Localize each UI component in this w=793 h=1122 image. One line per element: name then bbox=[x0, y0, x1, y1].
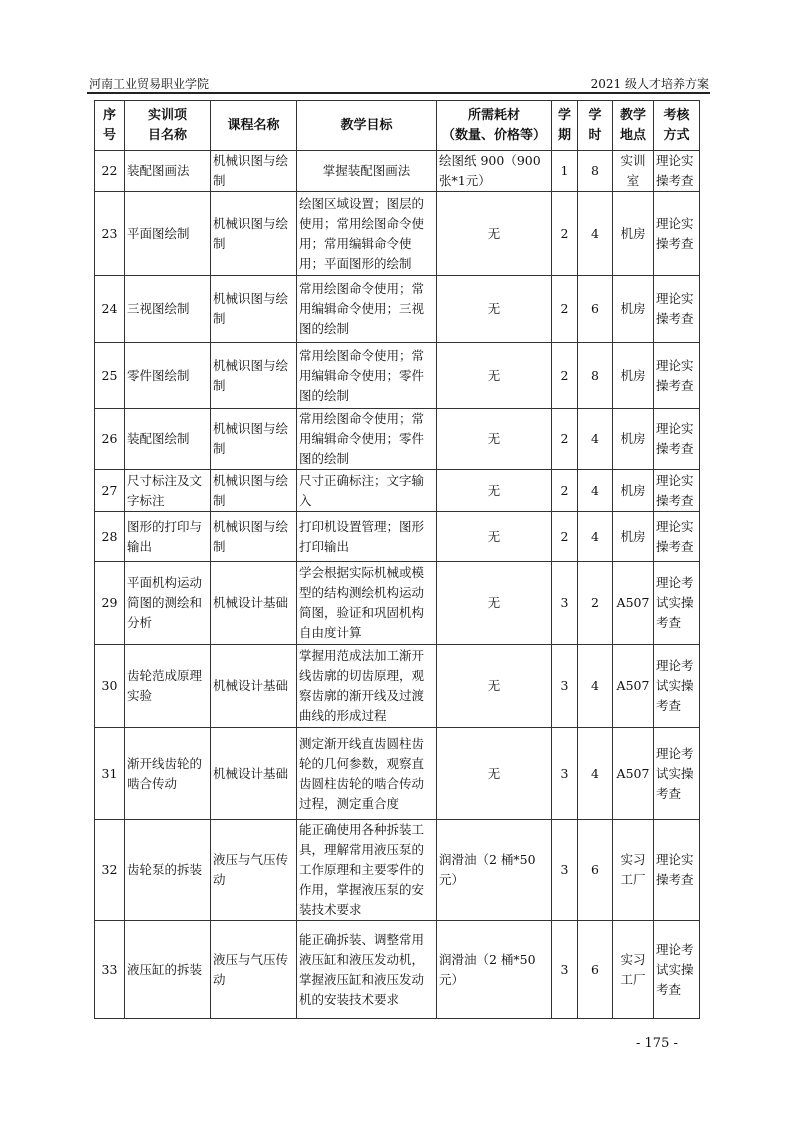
cell-hours: 8 bbox=[578, 343, 613, 409]
header-rule bbox=[87, 92, 710, 94]
cell-assessment: 理论实操考查 bbox=[654, 192, 700, 276]
cell-teaching-goal: 测定渐开线直齿圆柱齿轮的几何参数，观察直齿圆柱齿轮的啮合传动过程，测定重合度 bbox=[297, 728, 437, 820]
cell-row-number: 33 bbox=[95, 921, 125, 1019]
cell-location: A507 bbox=[613, 562, 654, 645]
cell-term: 2 bbox=[552, 343, 578, 409]
cell-assessment: 理论考试实操考查 bbox=[654, 645, 700, 728]
cell-term: 3 bbox=[552, 728, 578, 820]
cell-materials: 绘图纸 900（900张*1元） bbox=[437, 151, 552, 192]
cell-term: 3 bbox=[552, 921, 578, 1019]
cell-project-name: 尺寸标注及文字标注 bbox=[125, 470, 211, 512]
header-institution: 河南工业贸易职业学院 bbox=[89, 77, 210, 91]
cell-materials: 无 bbox=[437, 562, 552, 645]
cell-materials: 无 bbox=[437, 728, 552, 820]
cell-project-name: 平面图绘制 bbox=[125, 192, 211, 276]
cell-location: 实习工厂 bbox=[613, 921, 654, 1019]
cell-term: 3 bbox=[552, 820, 578, 921]
cell-teaching-goal: 打印机设置管理；图形打印输出 bbox=[297, 512, 437, 562]
cell-location: 机房 bbox=[613, 409, 654, 470]
cell-term: 2 bbox=[552, 470, 578, 512]
cell-project-name: 三视图绘制 bbox=[125, 276, 211, 343]
cell-course-name: 机械设计基础 bbox=[211, 645, 297, 728]
cell-materials: 润滑油（2 桶*50元） bbox=[437, 921, 552, 1019]
table-row bbox=[95, 151, 700, 192]
table-row bbox=[95, 562, 700, 645]
cell-row-number: 23 bbox=[95, 192, 125, 276]
cell-term: 2 bbox=[552, 512, 578, 562]
cell-teaching-goal: 绘图区域设置；图层的使用；常用绘图命令使用；常用编辑命令使用；平面图形的绘制 bbox=[297, 192, 437, 276]
cell-hours: 4 bbox=[578, 645, 613, 728]
col-header-project: 实训项 目名称 bbox=[125, 101, 211, 151]
cell-materials: 无 bbox=[437, 645, 552, 728]
cell-course-name: 液压与气压传动 bbox=[211, 820, 297, 921]
cell-teaching-goal: 能正确使用各种拆装工具，理解常用液压泵的工作原理和主要零件的作用，掌握液压泵的安装技术要求 bbox=[297, 820, 437, 921]
cell-course-name: 机械识图与绘制 bbox=[211, 343, 297, 409]
cell-row-number: 25 bbox=[95, 343, 125, 409]
cell-course-name: 机械设计基础 bbox=[211, 562, 297, 645]
cell-assessment: 理论实操考查 bbox=[654, 276, 700, 343]
table-row bbox=[95, 820, 700, 921]
cell-location: 机房 bbox=[613, 343, 654, 409]
cell-row-number: 32 bbox=[95, 820, 125, 921]
col-header-assessment: 考核 方式 bbox=[654, 101, 700, 151]
cell-teaching-goal: 掌握装配图画法 bbox=[297, 151, 437, 192]
page-number: - 175 - bbox=[636, 1036, 678, 1051]
table-row bbox=[95, 921, 700, 1019]
table-row bbox=[95, 470, 700, 512]
cell-hours: 4 bbox=[578, 512, 613, 562]
cell-location: 实习工厂 bbox=[613, 820, 654, 921]
cell-project-name: 装配图绘制 bbox=[125, 409, 211, 470]
cell-hours: 8 bbox=[578, 151, 613, 192]
cell-hours: 6 bbox=[578, 276, 613, 343]
cell-materials: 润滑油（2 桶*50元） bbox=[437, 820, 552, 921]
cell-course-name: 机械识图与绘制 bbox=[211, 409, 297, 470]
table-row bbox=[95, 409, 700, 470]
cell-row-number: 28 bbox=[95, 512, 125, 562]
cell-materials: 无 bbox=[437, 343, 552, 409]
cell-materials: 无 bbox=[437, 276, 552, 343]
cell-term: 2 bbox=[552, 276, 578, 343]
cell-location: A507 bbox=[613, 645, 654, 728]
col-header-materials: 所需耗材 （数量、价格等） bbox=[437, 101, 552, 151]
cell-project-name: 渐开线齿轮的啮合传动 bbox=[125, 728, 211, 820]
cell-hours: 6 bbox=[578, 921, 613, 1019]
cell-location: 机房 bbox=[613, 470, 654, 512]
table-row bbox=[95, 192, 700, 276]
cell-course-name: 机械识图与绘制 bbox=[211, 192, 297, 276]
cell-course-name: 机械识图与绘制 bbox=[211, 512, 297, 562]
cell-hours: 4 bbox=[578, 192, 613, 276]
cell-row-number: 31 bbox=[95, 728, 125, 820]
cell-teaching-goal: 常用绘图命令使用；常用编辑命令使用；三视图的绘制 bbox=[297, 276, 437, 343]
cell-teaching-goal: 学会根据实际机械或模型的结构测绘机构运动简图，验证和巩固机构自由度计算 bbox=[297, 562, 437, 645]
cell-course-name: 机械设计基础 bbox=[211, 728, 297, 820]
cell-course-name: 机械识图与绘制 bbox=[211, 276, 297, 343]
cell-project-name: 装配图画法 bbox=[125, 151, 211, 192]
table-row bbox=[95, 343, 700, 409]
cell-teaching-goal: 能正确拆装、调整常用液压缸和液压发动机，掌握液压缸和液压发动机的安装技术要求 bbox=[297, 921, 437, 1019]
cell-assessment: 理论实操考查 bbox=[654, 470, 700, 512]
cell-project-name: 零件图绘制 bbox=[125, 343, 211, 409]
col-header-term: 学 期 bbox=[552, 101, 578, 151]
cell-course-name: 液压与气压传动 bbox=[211, 921, 297, 1019]
cell-materials: 无 bbox=[437, 409, 552, 470]
cell-location: 机房 bbox=[613, 276, 654, 343]
cell-location: 机房 bbox=[613, 512, 654, 562]
col-header-goal: 教学目标 bbox=[297, 101, 437, 151]
col-header-no: 序 号 bbox=[95, 101, 125, 151]
table-row bbox=[95, 728, 700, 820]
cell-term: 3 bbox=[552, 562, 578, 645]
cell-project-name: 齿轮范成原理实验 bbox=[125, 645, 211, 728]
cell-assessment: 理论实操考查 bbox=[654, 512, 700, 562]
cell-term: 1 bbox=[552, 151, 578, 192]
cell-materials: 无 bbox=[437, 470, 552, 512]
cell-term: 2 bbox=[552, 192, 578, 276]
training-table bbox=[94, 100, 700, 1019]
cell-location: 机房 bbox=[613, 192, 654, 276]
cell-term: 2 bbox=[552, 409, 578, 470]
cell-materials: 无 bbox=[437, 512, 552, 562]
cell-teaching-goal: 常用绘图命令使用；常用编辑命令使用；零件图的绘制 bbox=[297, 409, 437, 470]
col-header-hours: 学 时 bbox=[578, 101, 613, 151]
col-header-location: 教学 地点 bbox=[613, 101, 654, 151]
cell-assessment: 理论考试实操考查 bbox=[654, 728, 700, 820]
cell-assessment: 理论考试实操考查 bbox=[654, 562, 700, 645]
cell-row-number: 22 bbox=[95, 151, 125, 192]
cell-row-number: 30 bbox=[95, 645, 125, 728]
cell-row-number: 27 bbox=[95, 470, 125, 512]
cell-project-name: 液压缸的拆装 bbox=[125, 921, 211, 1019]
cell-hours: 4 bbox=[578, 728, 613, 820]
cell-location: 实训室 bbox=[613, 151, 654, 192]
cell-assessment: 理论实操考查 bbox=[654, 409, 700, 470]
table-row bbox=[95, 512, 700, 562]
cell-row-number: 26 bbox=[95, 409, 125, 470]
cell-teaching-goal: 常用绘图命令使用；常用编辑命令使用；零件图的绘制 bbox=[297, 343, 437, 409]
cell-assessment: 理论实操考查 bbox=[654, 151, 700, 192]
cell-project-name: 平面机构运动简图的测绘和分析 bbox=[125, 562, 211, 645]
cell-materials: 无 bbox=[437, 192, 552, 276]
cell-row-number: 24 bbox=[95, 276, 125, 343]
cell-hours: 2 bbox=[578, 562, 613, 645]
table-row bbox=[95, 645, 700, 728]
cell-term: 3 bbox=[552, 645, 578, 728]
cell-row-number: 29 bbox=[95, 562, 125, 645]
cell-project-name: 齿轮泵的拆装 bbox=[125, 820, 211, 921]
cell-hours: 4 bbox=[578, 470, 613, 512]
table-row bbox=[95, 276, 700, 343]
cell-project-name: 图形的打印与输出 bbox=[125, 512, 211, 562]
cell-assessment: 理论实操考查 bbox=[654, 343, 700, 409]
cell-teaching-goal: 尺寸正确标注；文字输入 bbox=[297, 470, 437, 512]
cell-course-name: 机械识图与绘制 bbox=[211, 151, 297, 192]
cell-hours: 4 bbox=[578, 409, 613, 470]
cell-assessment: 理论考试实操考查 bbox=[654, 921, 700, 1019]
cell-hours: 6 bbox=[578, 820, 613, 921]
cell-teaching-goal: 掌握用范成法加工渐开线齿廓的切齿原理，观察齿廓的渐开线及过渡曲线的形成过程 bbox=[297, 645, 437, 728]
cell-course-name: 机械识图与绘制 bbox=[211, 470, 297, 512]
cell-assessment: 理论实操考查 bbox=[654, 820, 700, 921]
cell-location: A507 bbox=[613, 728, 654, 820]
table-header-row bbox=[95, 101, 700, 151]
header-document-title: 2021 级人才培养方案 bbox=[590, 77, 709, 91]
col-header-course: 课程名称 bbox=[211, 101, 297, 151]
